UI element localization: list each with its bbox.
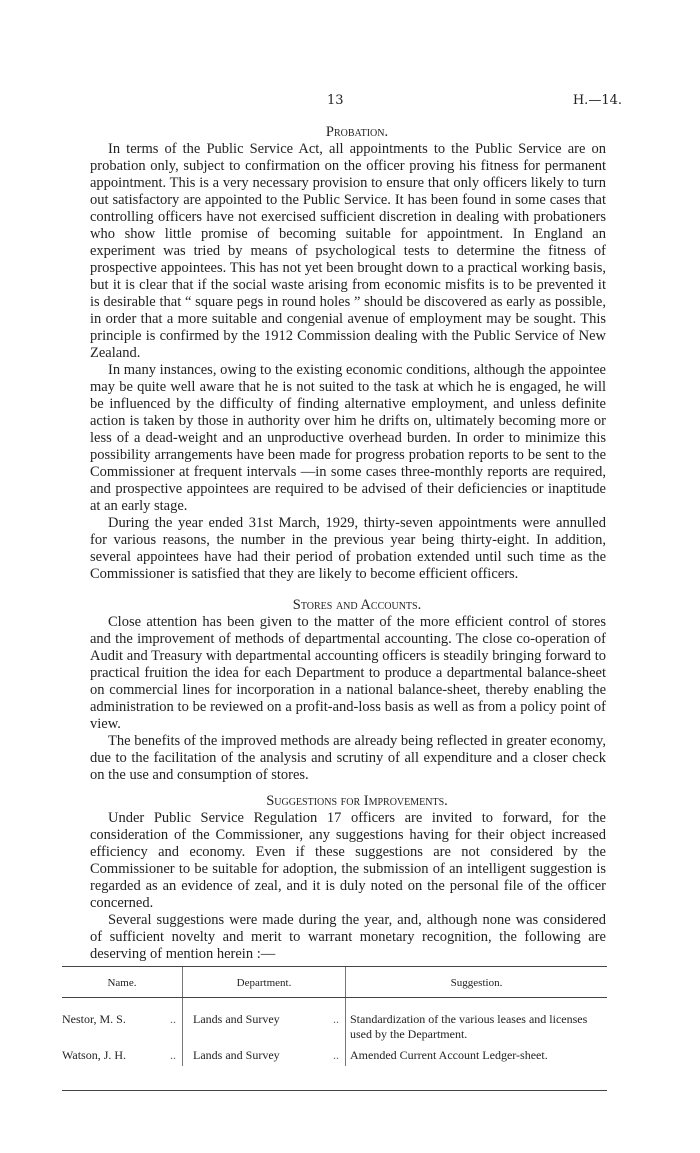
table-row — [62, 1045, 607, 1066]
leader-dots: .. — [170, 1012, 176, 1026]
section-stores — [90, 597, 606, 784]
column-header-suggestion: Suggestion. — [346, 967, 608, 998]
paragraph: Close attention has been given to the matter of the more efficient control of stores and the improvement of methods of departmental accounting. The close co-operation of Audit and Treasury with departmental accounting officers is steadily bringing forward to practical fruition the idea for each Department to produce a departmental balance-sheet on commercial lines for incorporation in a national balance-sheet, thereby enabling the administration to be reviewed on a profit-and-loss basis as well as from a policy point of view. — [90, 614, 606, 732]
cell-department: Lands and Survey — [193, 1012, 280, 1026]
paragraph: The benefits of the improved methods are already being reflected in greater economy, due to the facilitation of the analysis and scrutiny of all expenditure and a closer check on the use and consumption of stores. — [90, 733, 606, 783]
section-heading-stores: Stores and Accounts. — [292, 597, 422, 613]
section-heading-probation: Probation. — [325, 124, 389, 140]
cell-suggestion: Amended Current Account Ledger-sheet. — [346, 1045, 608, 1066]
leader-dots: .. — [333, 1048, 339, 1062]
page-number: 13 — [327, 93, 344, 108]
section-suggestions — [90, 793, 606, 963]
paragraph: Several suggestions were made during the year, and, although none was considered of sufficient novelty and merit to warrant monetary recognition, the following are deserving of mention herein :— — [90, 912, 606, 962]
paragraph: During the year ended 31st March, 1929, thirty-seven appointments were annulled for various reasons, the number in the previous year being thirty-eight. In addition, several appointees have had their period of probation extended until such time as the Commissioner is satisfied that they are likely to become efficient officers. — [90, 515, 606, 582]
table-row — [62, 998, 607, 1046]
cell-department: Lands and Survey — [193, 1048, 280, 1062]
leader-dots: .. — [333, 1012, 339, 1026]
cell-suggestion: Standardization of the various leases and licenses used by the Department. — [346, 998, 608, 1046]
cell-name: Watson, J. H. — [62, 1048, 127, 1062]
paragraph: In many instances, owing to the existing economic conditions, although the appointee may be quite well aware that he is not suited to the task at which he is engaged, he will be influenced by the difficulty of finding alternative employment, and unless definite action is taken by those in authority over him he drifts on, ultimately becoming more or less of a dead-weight and an unproductive overhead burden. In order to minimize this possibility arrangements have been made for progress probation reports to be sent to the Commissioner at frequent intervals —in some cases three-monthly reports are required, and prospective appointees are required to be advised of their deficiencies or inaptitude at an early stage. — [90, 362, 606, 514]
suggestions-table — [62, 966, 607, 1066]
page-header — [0, 93, 700, 113]
column-header-name: Name. — [62, 967, 183, 998]
cell-name: Nestor, M. S. — [62, 1012, 126, 1026]
column-header-department: Department. — [183, 967, 346, 998]
leader-dots: .. — [170, 1048, 176, 1062]
section-heading-suggestions: Suggestions for Improvements. — [266, 793, 448, 809]
paragraph: Under Public Service Regulation 17 officers are invited to forward, for the consideration of the Commissioner, any suggestions having for their object increased efficiency and economy. Even if these suggestions are not considered by the Commissioner to be suitable for adoption, the submission of an intelligent suggestion is regarded as an evidence of zeal, and it is duly noted on the personal file of the officer concerned. — [90, 810, 606, 911]
paragraph: In terms of the Public Service Act, all appointments to the Public Service are on probation only, subject to confirmation on the officer proving his fitness for permanent appointment. This is a very necessary provision to ensure that only officers likely to turn out satisfactory are appointed to the Public Service. It has been found in some cases that controlling officers have not exercised sufficient discretion in dealing with probationers who show little promise of becoming suitable for appointment. In England an experiment was tried by means of psychological tests to determine the fitness of prospective appointees. This has not yet been brought down to a practical working basis, but it is clear that if the social waste arising from economic misfits is to be prevented it is desirable that “ square pegs in round holes ” should be discovered as early as possible, in order that a more suitable and congenial avenue of employment may be sought. This principle is confirmed by the 1912 Commission dealing with the Public Service of New Zealand. — [90, 141, 606, 361]
table-bottom-rule — [62, 1090, 607, 1091]
document-reference: H.—14. — [572, 93, 622, 108]
section-probation — [90, 124, 606, 583]
table-header-row — [62, 967, 607, 998]
